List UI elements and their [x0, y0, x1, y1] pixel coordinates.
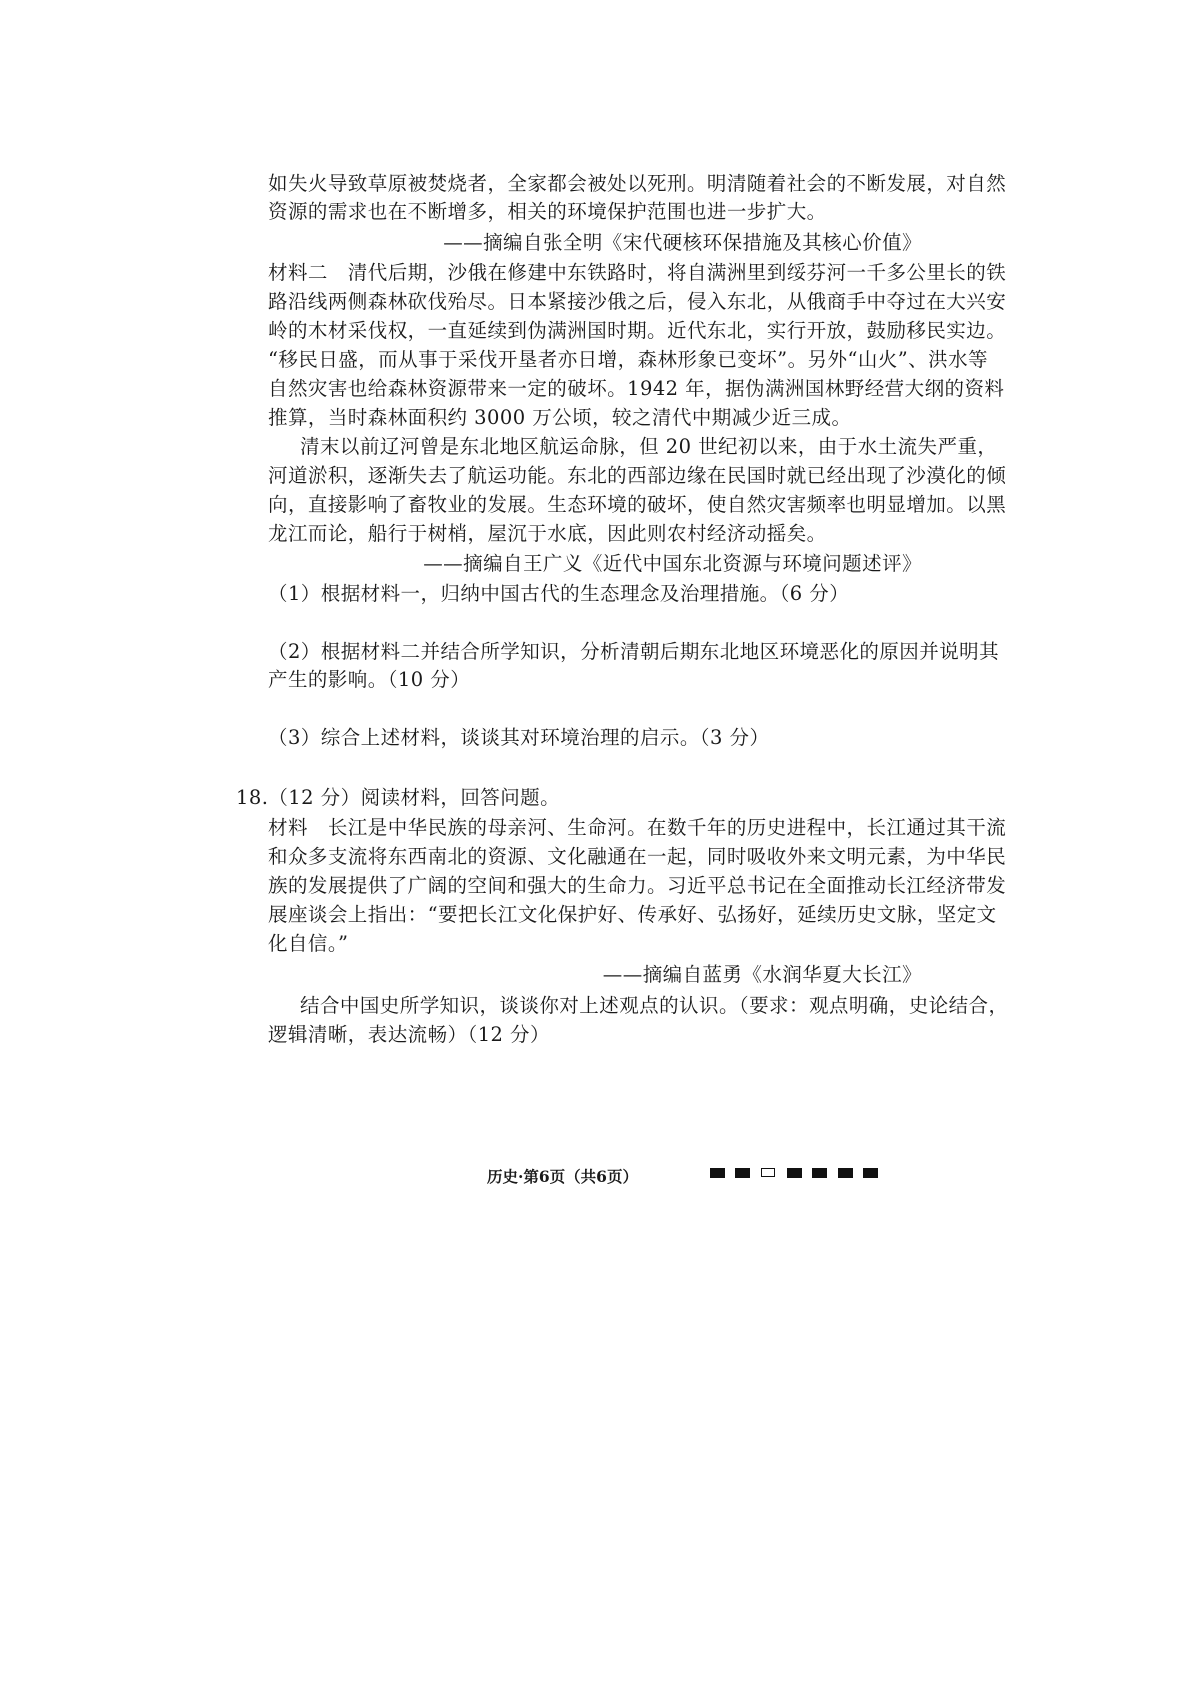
marker-block: [735, 1168, 750, 1178]
marker-block: [838, 1168, 853, 1178]
text-line: 逻辑清晰，表达流畅）（12 分）: [268, 1023, 550, 1046]
text-line: 路沿线两侧森林砍伐殆尽。日本紧接沙俄之后，侵入东北，从俄商手中夺过在大兴安: [268, 290, 1007, 313]
paragraph-start: 清末以前辽河曾是东北地区航运命脉，但 20 世纪初以来，由于水土流失严重，: [300, 435, 998, 458]
text-line: 资源的需求也在不断增多，相关的环境保护范围也进一步扩大。: [268, 200, 827, 223]
text-line: “移民日盛，而从事于采伐开垦者亦日增，森林形象已变坏”。另外“山火”、洪水等: [268, 348, 988, 371]
text-line: 岭的木材采伐权，一直延续到伪满洲国时期。近代东北，实行开放，鼓励移民实边。: [268, 319, 1007, 342]
text-line: 族的发展提供了广阔的空间和强大的生命力。习近平总书记在全面推动长江经济带发: [268, 874, 1007, 897]
text-line: 产生的影响。（10 分）: [268, 668, 471, 691]
material-heading-line: 材料 长江是中华民族的母亲河、生命河。在数千年的历史进程中，长江通过其干流: [268, 816, 1007, 839]
text-line: 化自信。”: [268, 932, 349, 955]
question-3: （3）综合上述材料，谈谈其对环境治理的启示。（3 分）: [268, 726, 770, 749]
text-line: 和众多支流将东西南北的资源、文化融通在一起，同时吸收外来文明元素，为中华民: [268, 845, 1007, 868]
text-line: 河道淤积，逐渐失去了航运功能。东北的西部边缘在民国时就已经出现了沙漠化的倾: [268, 464, 1007, 487]
question-2: （2）根据材料二并结合所学知识，分析清朝后期东北地区环境恶化的原因并说明其: [268, 640, 1000, 663]
question-18-heading: 18.（12 分）阅读材料，回答问题。: [236, 786, 561, 809]
question-1: （1）根据材料一，归纳中国古代的生态理念及治理措施。（6 分）: [268, 582, 850, 605]
page-footer: 历史·第6页（共6页）: [487, 1167, 638, 1186]
marker-block: [787, 1168, 802, 1178]
material-heading-line: 材料二 清代后期，沙俄在修建中东铁路时，将自满洲里到绥芬河一千多公里长的铁: [268, 261, 1007, 284]
text-line: 推算，当时森林面积约 3000 万公顷，较之清代中期减少近三成。: [268, 406, 852, 429]
question-18-prompt: 结合中国史所学知识，谈谈你对上述观点的认识。（要求：观点明确，史论结合，: [300, 994, 1009, 1017]
marker-block-open: [761, 1168, 775, 1177]
marker-block: [863, 1168, 878, 1178]
source-citation: ——摘编自王广义《近代中国东北资源与环境问题述评》: [423, 552, 922, 575]
text-line: 展座谈会上指出：“要把长江文化保护好、传承好、弘扬好，延续历史文脉，坚定文: [268, 903, 997, 926]
text-line: 如失火导致草原被焚烧者，全家都会被处以死刑。明清随着社会的不断发展，对自然: [268, 172, 1007, 195]
source-citation: ——摘编自蓝勇《水润华夏大长江》: [602, 963, 922, 986]
source-citation: ——摘编自张全明《宋代硬核环保措施及其核心价值》: [443, 231, 922, 254]
text-line: 向，直接影响了畜牧业的发展。生态环境的破坏，使自然灾害频率也明显增加。以黑: [268, 493, 1007, 516]
text-line: 自然灾害也给森林资源带来一定的破坏。1942 年，据伪满洲国林野经营大纲的资料: [268, 377, 1005, 400]
marker-block: [812, 1168, 827, 1178]
marker-block: [710, 1168, 725, 1178]
text-line: 龙江而论，船行于树梢，屋沉于水底，因此则农村经济动摇矣。: [268, 522, 827, 545]
